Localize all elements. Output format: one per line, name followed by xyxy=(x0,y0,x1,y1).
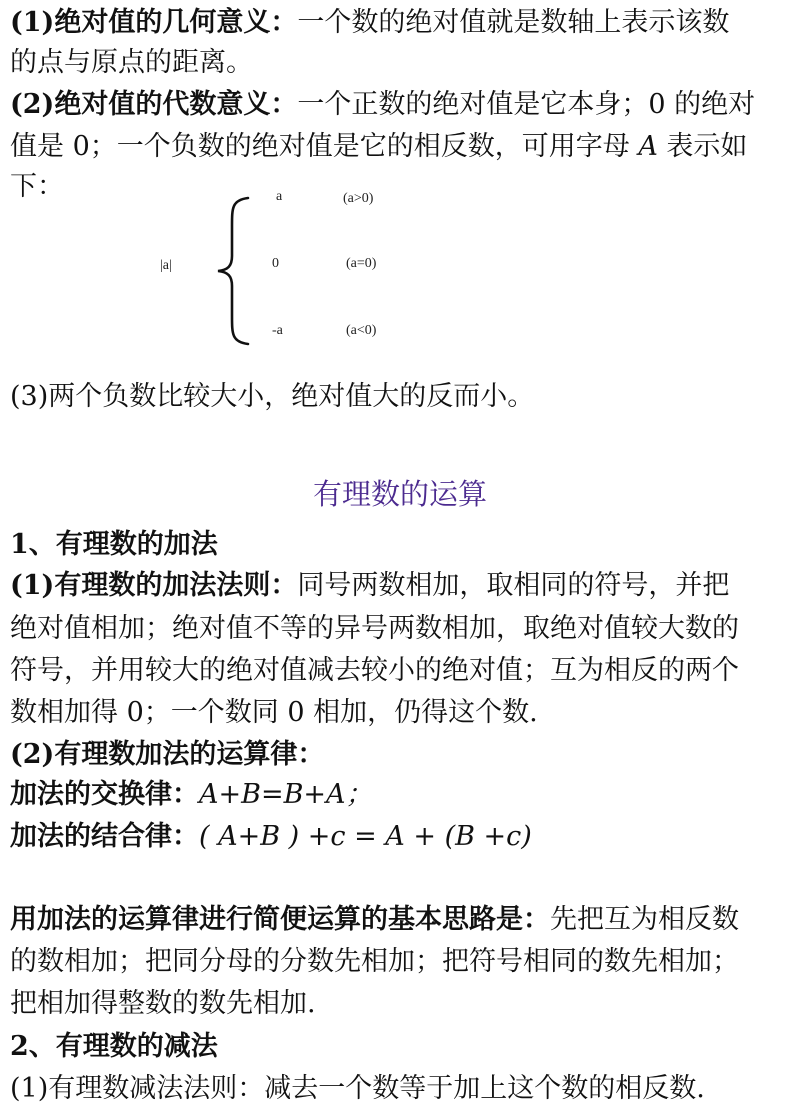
algebraic-meaning-end: 下： xyxy=(10,171,64,202)
abs-a-symbol: |a| xyxy=(160,258,172,273)
case-condition-zero: (a=0) xyxy=(346,256,377,271)
commutative-formula: A+B=B+A； xyxy=(199,779,373,810)
geometric-meaning-label: (1)绝对值的几何意义： xyxy=(10,7,298,38)
commutative-label: 加法的交换律： xyxy=(10,779,199,810)
algebraic-meaning-continuation xyxy=(10,130,747,164)
algebraic-text-before: 值是 0；一个负数的绝对值是它的相反数，可用字母 xyxy=(10,131,639,162)
case-condition-positive: (a>0) xyxy=(343,191,374,206)
addition-heading: 1、有理数的加法 xyxy=(10,529,218,560)
addition-rule-line xyxy=(10,569,729,603)
algebraic-meaning-label: (2)绝对值的代数意义： xyxy=(10,89,298,120)
subtraction-heading: 2、有理数的减法 xyxy=(10,1031,218,1062)
strategy-line xyxy=(10,903,739,937)
addition-laws-heading: (2)有理数加法的运算律： xyxy=(10,739,325,770)
strategy-line-2: 的数相加；把同分母的分数先相加；把符号相同的数先相加； xyxy=(10,946,739,977)
strategy-label: 用加法的运算律进行简便运算的基本思路是： xyxy=(10,904,550,935)
algebraic-meaning-line xyxy=(10,88,755,122)
commutative-law-line xyxy=(10,778,373,812)
strategy-line-3: 把相加得整数的数先相加. xyxy=(10,988,316,1019)
algebraic-text-after: 表示如 xyxy=(657,131,748,162)
associative-formula: ( A+B ) +c = A + (B +c) xyxy=(199,821,532,852)
addition-rule-label: (1)有理数的加法法则： xyxy=(10,570,298,601)
negative-compare-line: (3)两个负数比较大小，绝对值大的反而小。 xyxy=(10,381,535,412)
addition-rule-line-2: 绝对值相加；绝对值不等的异号两数相加，取绝对值较大数的 xyxy=(10,613,739,644)
geometric-meaning-text: 一个数的绝对值就是数轴上表示该数 xyxy=(297,7,730,38)
addition-rule-line-4: 数相加得 0；一个数同 0 相加，仍得这个数. xyxy=(10,697,538,728)
addition-rule-text: 同号两数相加，取相同的符号，并把 xyxy=(297,570,730,601)
strategy-text: 先把互为相反数 xyxy=(550,904,739,935)
geometric-meaning-continuation: 的点与原点的距离。 xyxy=(10,47,253,78)
addition-rule-line-3: 符号，并用较大的绝对值减去较小的绝对值；互为相反的两个 xyxy=(10,655,739,686)
case-value-positive: a xyxy=(276,189,283,204)
associative-law-line xyxy=(10,820,532,854)
case-value-zero: 0 xyxy=(272,256,279,271)
page-title: 有理数的运算 xyxy=(312,477,487,511)
associative-label: 加法的结合律： xyxy=(10,821,199,852)
letter-a: A xyxy=(638,131,658,162)
curly-brace-icon xyxy=(214,196,252,346)
algebraic-meaning-text: 一个正数的绝对值是它本身；0 的绝对 xyxy=(297,89,756,120)
subtraction-rule-line: (1)有理数减法法则：减去一个数等于加上这个数的相反数. xyxy=(10,1073,705,1104)
case-value-negative: -a xyxy=(272,323,283,338)
case-condition-negative: (a<0) xyxy=(346,323,377,338)
geometric-meaning-line xyxy=(10,6,729,40)
